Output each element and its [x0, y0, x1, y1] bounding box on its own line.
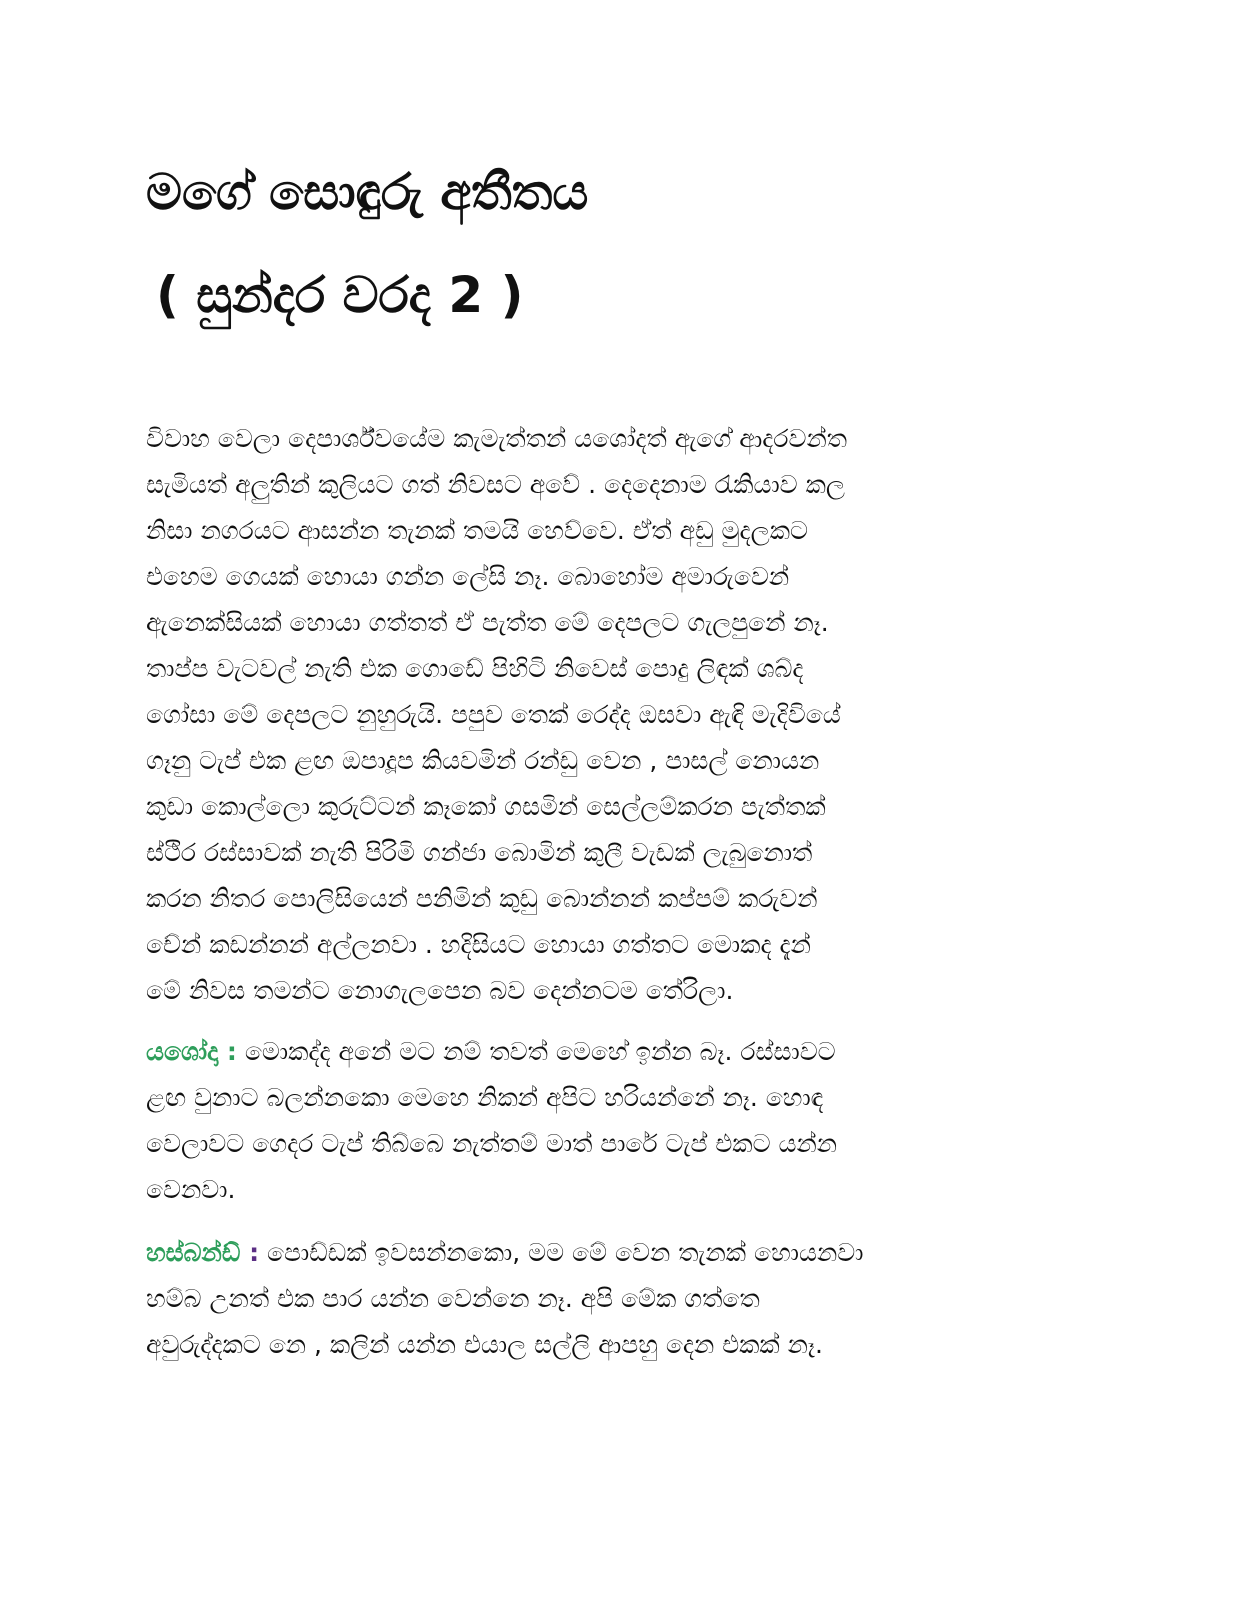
speaker-separator: : — [218, 1037, 237, 1066]
text-line: එහෙම ගෙයක් හොයා ගන්න ලේසි නෑ. බොහෝම අමාරුවෙන් — [146, 562, 790, 591]
text-line: චේන් කඩන්නන් අල්ලනවා . හදිසියට හොයා ගත්තට මොකද දැන් — [146, 930, 811, 959]
document-subtitle: ( සුන්දර වරද 2 ) — [156, 266, 524, 324]
dialogue-yashoda — [146, 1029, 1086, 1213]
paragraph-narration — [146, 416, 1086, 1014]
text-line: නිසා නගරයට ආසන්න තැනක් තමයි හෙව්වෙ. ඒත් අඩු මුදලකට — [146, 516, 808, 545]
speaker-separator: : — [240, 1238, 260, 1267]
speaker-name: හස්බන්ඩ් — [146, 1238, 241, 1267]
text-line: කුඩා කොල්ලො කුරුට්ටන් කෑකෝ ගසමින් සෙල්ලම්කරන පැත්තක් — [146, 792, 826, 821]
text-line: සැමියත් අලුතින් කුලියට ගත් නිවසට අවේ . දෙදෙනාම රැකියාව කල — [146, 470, 845, 499]
text-line: මේ නිවස තමන්ට නොගැලපෙන බව දෙන්නටම තේරිලා. — [146, 976, 734, 1005]
text-line: තාප්ප වැටවල් නැති එක ගොඩේ පිහිටි නිවෙස් පොදු ලිඳක් ශබ්ද — [146, 654, 804, 683]
dialogue-text: මොකද්ද අනේ මට නම් තවත් මෙහේ ඉන්න බෑ. රස්සාවට — [236, 1037, 836, 1066]
text-line: ඇනෙක්සියක් හොයා ගත්තත් ඒ පැත්ත මේ දෙපලට ගැලපුනේ නෑ. — [146, 608, 829, 637]
text-line: අවුරුද්දකට නෙ , කලින් යන්න එයාල සල්ලි ආපහු දෙන එකක් නෑ. — [146, 1330, 823, 1359]
text-line: වෙනවා. — [146, 1175, 236, 1204]
text-line: හම්බ උනත් එක පාර යන්න වෙන්නෙ නෑ. අපි මේක ගත්තෙ — [146, 1284, 760, 1313]
text-line: වෙලාවට ගෙදර ටැප් තිබ්බෙ නැත්තම් මාත් පාරේ ටැප් එකට යන්න — [146, 1129, 838, 1158]
text-line: ගෝසා මේ දෙපලට නුහුරුයි. පපුව තෙක් රෙද්ද ඔසවා ඇඳි මැදිවියේ — [146, 700, 841, 729]
text-line: ගෑනු ටැප් එක ළඟ ඔපාදූප කියවමින් රන්ඩු වෙන , පාසල් නොයන — [146, 746, 820, 775]
speaker-name: යශෝදා — [146, 1037, 219, 1066]
dialogue-first-line — [146, 1230, 1086, 1276]
dialogue-text: පොඩ්ඩක් ඉවසන්නකො, මම මේ වෙන තැනක් හොයනවා — [259, 1238, 864, 1267]
text-line: ළඟ වුනාට බලන්නකො මෙහෙ නිකන් අපිට හරියන්නේ නෑ. හොඳ — [146, 1083, 824, 1112]
text-line: විවාහ වෙලා දෙපාර්ශ්වයේම කැමැත්තන් යශෝදත් ඇගේ ආදරවන්ත — [146, 424, 848, 453]
text-line: ස්ථිර රස්සාවක් නැති පිරිමි ගන්ජා බොමින් කුලී වැඩක් ලැබුනොත් — [146, 838, 813, 867]
dialogue-husband — [146, 1230, 1086, 1368]
dialogue-first-line — [146, 1029, 1086, 1075]
document-title: මගේ සොඳුරු අතීතය — [146, 163, 589, 221]
text-line: කරන නිතර පොලිසියෙන් පනිමින් කුඩු බොන්නන් කප්පම් කරුවන් — [146, 884, 818, 913]
